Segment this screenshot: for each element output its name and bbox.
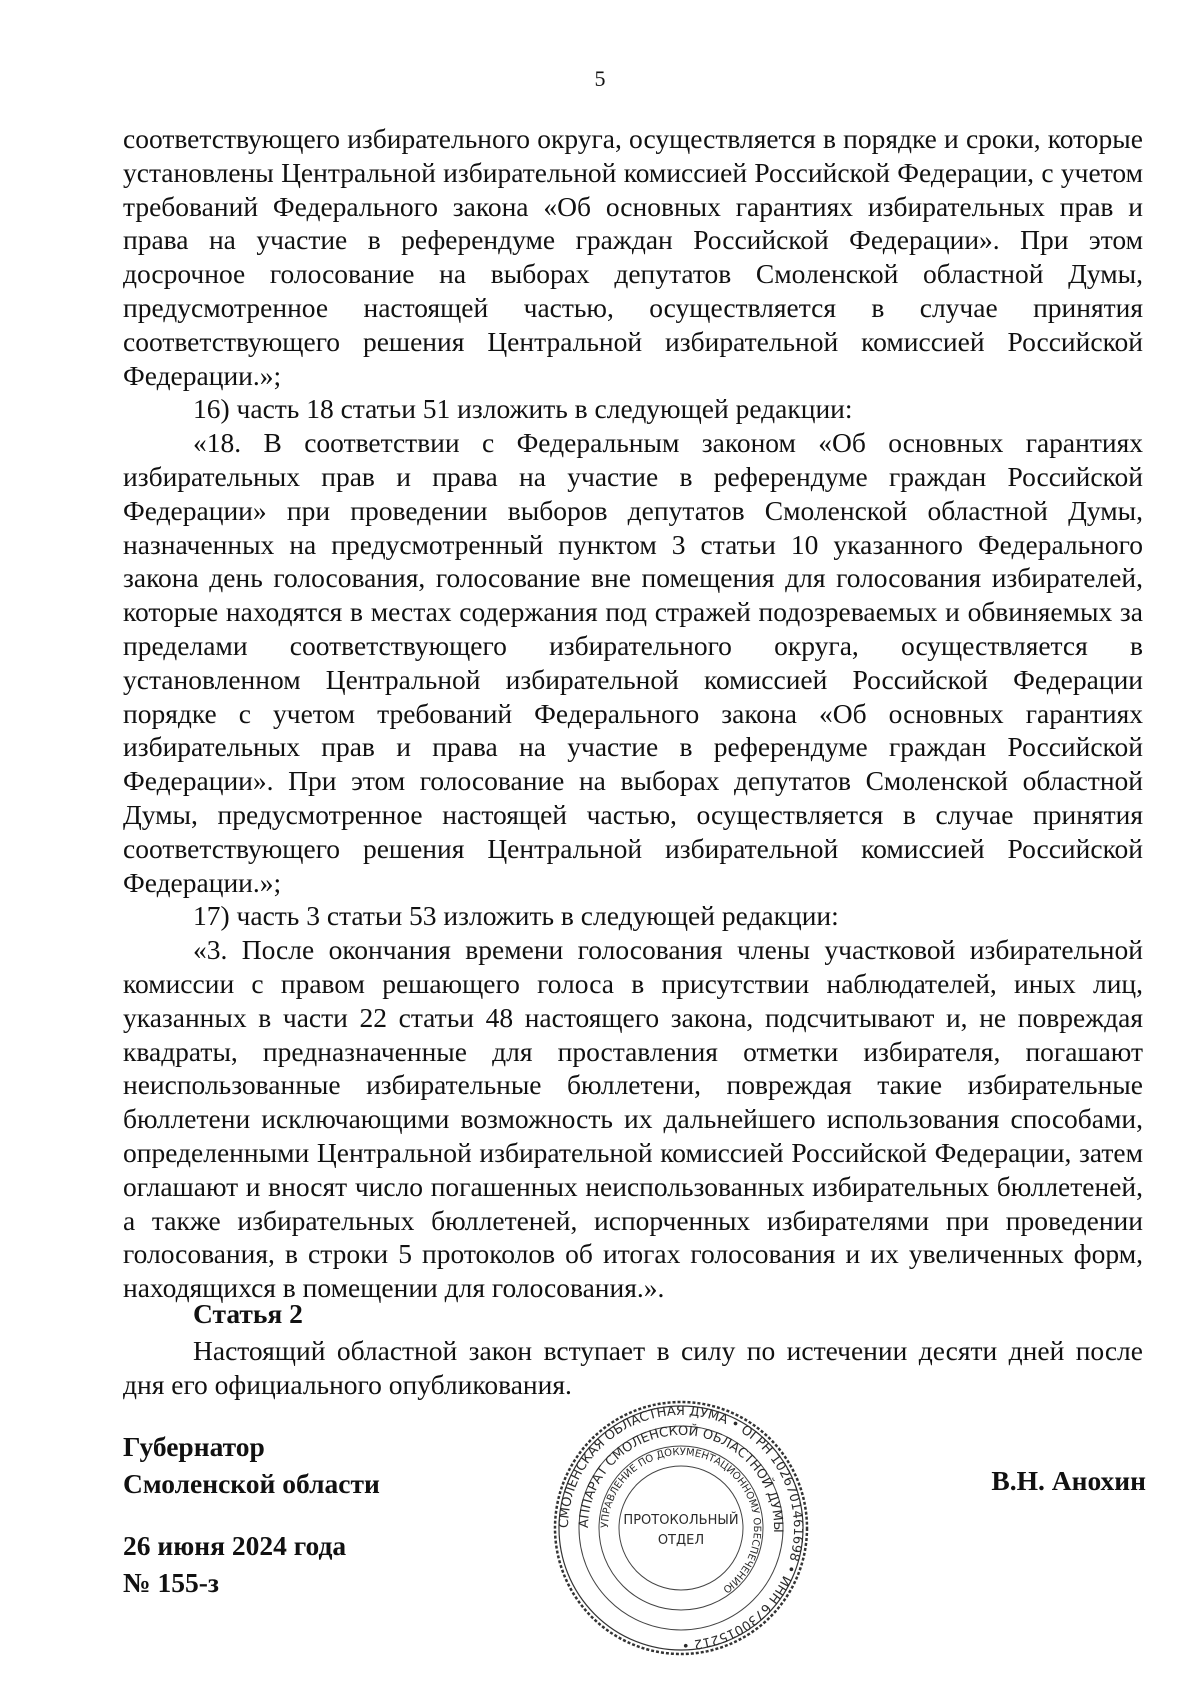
- paragraph-item-16: 16) часть 18 статьи 51 изложить в следующей редакции:: [193, 393, 853, 425]
- paragraph-continuation: соответствующего избирательного округа, осуществляется в порядке и сроки, которые установлены Центральной избирательной комиссией Российской Федерации, с учетом требований Федерального закона «Об основных гарантиях избирательных прав и права на участие в референдуме граждан Российской Федерации». При этом досрочное голосование на выборах депутатов Смоленской областной Думы, предусмотренное настоящей частью, осуществляется в случае принятия соответствующего решения Центральной избирательной комиссией Российской Федерации.»;: [123, 123, 1143, 391]
- document-body: [123, 122, 1143, 1305]
- stamp-inner-text: УПРАВЛЕНИЕ ПО ДОКУМЕНТАЦИОННОМУ ОБЕСПЕЧЕНИЮ: [599, 1446, 763, 1595]
- paragraph-part-3: «3. После окончания времени голосования члены участковой избирательной комиссии с правом решающего голоса в присутствии наблюдателей, иных лиц, указанных в части 22 статьи 48 настоящего закона, подсчитывают и, не повреждая квадраты, предназначенные для проставления отметки избирателя, погашают неиспользованные избирательные бюллетени, повреждая такие избирательные бюллетени исключающими возможность их дальнейшего использования способами, определенными Центральной избирательной комиссией Российской Федерации, затем оглашают и вносят число погашенных неиспользованных избирательных бюллетеней, а также избирательных бюллетеней, испорченных избирателями при проведении голосования, в строки 5 протоколов об итогах голосования и их увеличенных форм, находящихся в помещении для голосования.».: [123, 934, 1143, 1304]
- law-date: 26 июня 2024 года: [123, 1530, 347, 1561]
- article-2-text: Настоящий областной закон вступает в силу по истечении десяти дней после дня его официального опубликования.: [123, 1335, 1143, 1400]
- paragraph-item-17: 17) часть 3 статьи 53 изложить в следующей редакции:: [193, 900, 839, 932]
- page-number: 5: [594, 66, 606, 91]
- stamp-center-line-2: ОТДЕЛ: [657, 1533, 705, 1548]
- stamp-middle-text: АППАРАТ СМОЛЕНСКОЙ ОБЛАСТНОЙ ДУМЫ: [576, 1423, 786, 1533]
- article-2-heading: Статья 2: [193, 1298, 303, 1329]
- signatory-name: В.Н. Анохин: [991, 1465, 1146, 1496]
- signatory-title-line-2: Смоленской области: [123, 1468, 380, 1499]
- stamp-center-line-1: ПРОТОКОЛЬНЫЙ: [623, 1513, 739, 1528]
- law-number: № 155-з: [123, 1567, 219, 1598]
- official-stamp: [551, 1398, 811, 1658]
- stamp-outer-text: СМОЛЕНСКАЯ ОБЛАСТНАЯ ДУМА • ОГРН 1026701461698 • ИНН 6730015212 •: [556, 1403, 806, 1653]
- signatory-title: [123, 1428, 380, 1502]
- signatory-title-line-1: Губернатор: [123, 1431, 265, 1462]
- law-date-number: [123, 1527, 346, 1601]
- paragraph-part-18: «18. В соответствии с Федеральным законом «Об основных гарантиях избирательных прав и права на участие в референдуме граждан Российской Федерации» при проведении выборов депутатов Смоленской областной Думы, назначенных на предусмотренный пунктом 3 статьи 10 указанного Федерального закона день голосования, голосование вне помещения для голосования избирателей, которые находятся в местах содержания под стражей подозреваемых и обвиняемых за пределами соответствующего избирательного округа, осуществляется в установленном Центральной избирательной комиссией Российской Федерации порядке с учетом требований Федерального закона «Об основных гарантиях избирательных прав и права на участие в референдуме граждан Российской Федерации». При этом голосование на выборах депутатов Смоленской областной Думы, предусмотренное настоящей частью, осуществляется в случае принятия соответствующего решения Центральной избирательной комиссией Российской Федерации.»;: [123, 427, 1143, 898]
